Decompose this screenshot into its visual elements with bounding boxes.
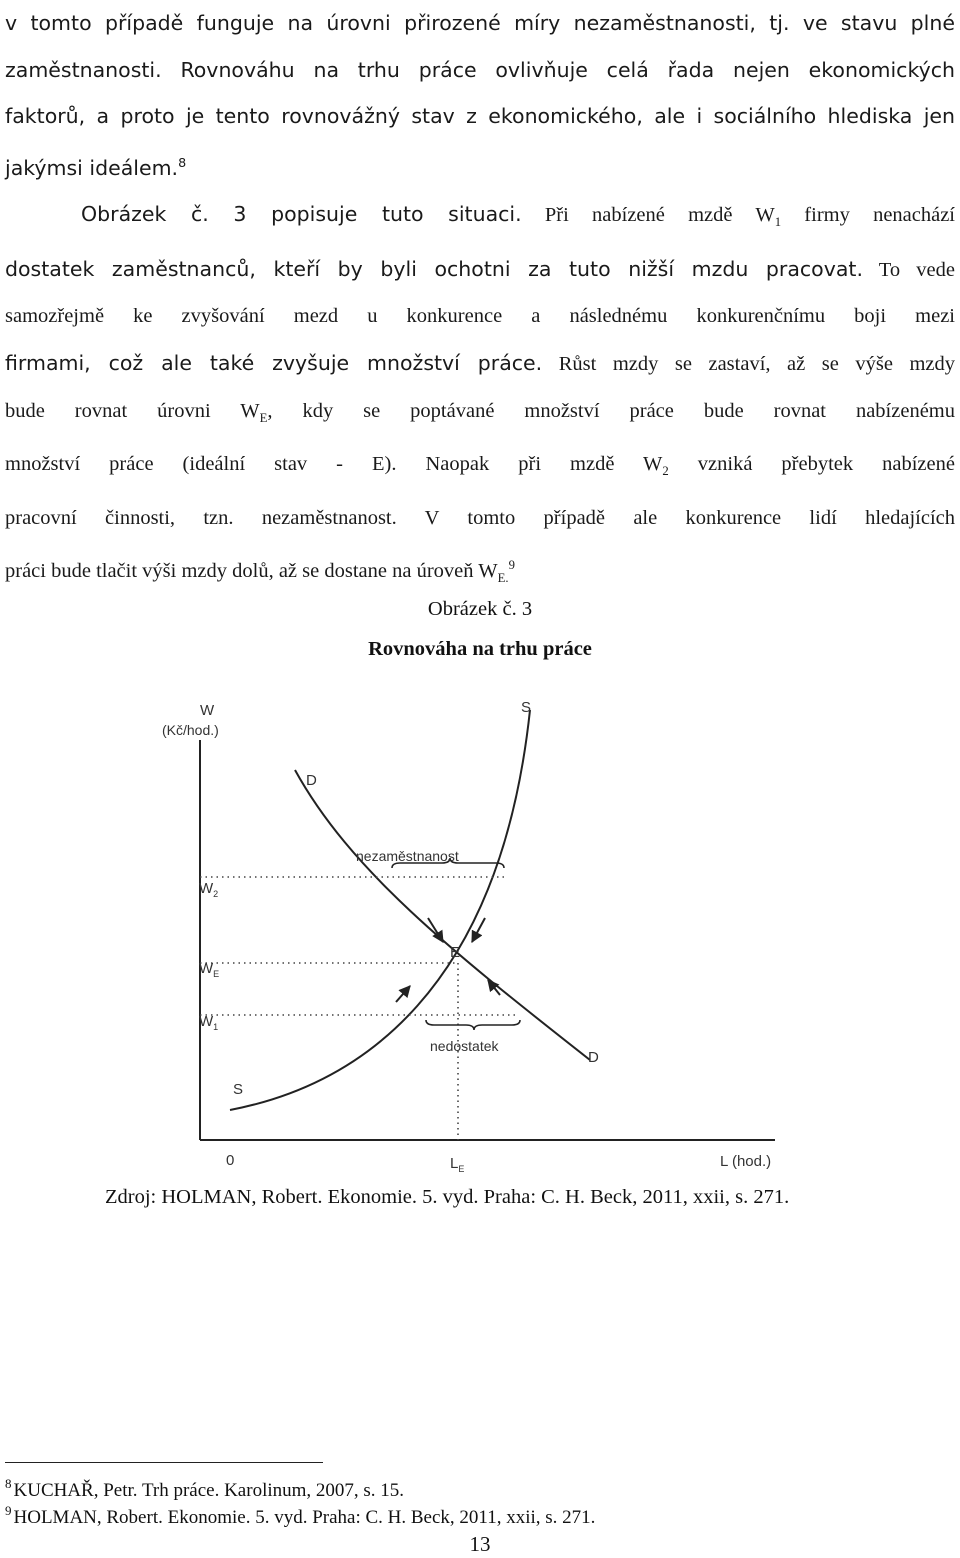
figure-source: Zdroj: HOLMAN, Robert. Ekonomie. 5. vyd. Praha: C. H. Beck, 2011, xxii, s. 271. xyxy=(105,1186,790,1208)
footnote-reference[interactable]: 8 xyxy=(178,154,187,170)
paragraph2-line: samozřejmě ke zvyšování mezd u konkurence a následnému konkurenčnímu boji mezi xyxy=(5,305,955,328)
shortage-brace xyxy=(426,1020,520,1030)
y-axis-label: W xyxy=(200,702,215,719)
demand-top-label: D xyxy=(306,772,317,789)
demand-bottom-label: D xyxy=(588,1049,599,1066)
paragraph1-line: v tomto případě funguje na úrovni přirozené míry nezaměstnanosti, tj. ve stavu plné xyxy=(5,11,955,35)
paragraph2-line: firmami, což ale také zvyšuje množství práce. Růst mzdy se zastaví, až se výše mzdy xyxy=(5,351,956,376)
surplus-label: nezaměstnanost xyxy=(356,848,459,864)
we-label: $W_E$ xyxy=(199,960,220,979)
x-axis-label: L (hod.) xyxy=(720,1153,772,1170)
page-number: 13 xyxy=(469,1532,491,1556)
equilibrium-label: E xyxy=(450,944,461,961)
shortage-label: nedostatek xyxy=(430,1038,499,1054)
paragraph2-line: pracovní činnosti, tzn. nezaměstnanost. V tomto případě ale konkurence lidí hledajících xyxy=(5,507,956,530)
paragraph2-line: dostatek zaměstnanců, kteří by byli ochotni za tuto nižší mzdu pracovat. To vede xyxy=(5,256,955,281)
origin-label: 0 xyxy=(226,1152,235,1169)
paragraph1-line: faktorů, a proto je tento rovnovážný stav z ekonomického, ale i sociálního hlediska jen xyxy=(5,104,955,129)
paragraph1-line: zaměstnanosti. Rovnováhu na trhu práce ovlivňuje celá řada nejen ekonomických xyxy=(5,57,955,82)
supply-bottom-label: S xyxy=(233,1081,244,1098)
footnote-separator xyxy=(5,1462,323,1463)
w2-label: $W_2$ xyxy=(199,880,219,899)
demand-curve xyxy=(295,770,590,1060)
paragraph2-line: práci bude tlačit výši mzdy dolů, až se dostane na úroveň $W_{E.}^9$ xyxy=(5,557,515,585)
paragraph1-line: jakýmsi ideálem.$^8$ xyxy=(5,154,187,180)
arrow-up-left xyxy=(396,986,410,1002)
paragraph2-line: Obrázek č. 3 popisuje tuto situaci. Při nabízené mzdě $W_1$ firmy nenachází xyxy=(81,202,956,230)
le-label: $L_E$ xyxy=(450,1155,465,1174)
paragraph2-line: množství práce (ideální stav - E). Naopak při mzdě $W_2$ vzniká přebytek nabízené xyxy=(5,453,955,479)
w1-label: $W_1$ xyxy=(199,1013,219,1032)
footnote-9: $^9$ HOLMAN, Robert. Ekonomie. 5. vyd. Praha: C. H. Beck, 2011, xxii, s. 271. xyxy=(5,1503,596,1528)
y-axis-unit: (Kč/hod.) xyxy=(162,722,219,738)
footnote-reference[interactable]: 9 xyxy=(508,557,515,572)
supply-top-label: S xyxy=(521,699,532,716)
paragraph2-line: bude rovnat úrovni $W_E$, kdy se poptávané množství práce bude rovnat nabízenému xyxy=(5,399,955,425)
labor-market-diagram xyxy=(160,690,780,1180)
figure-caption-title: Rovnováha na trhu práce xyxy=(368,638,592,660)
footnote-8: $^8$ KUCHAŘ, Petr. Trh práce. Karolinum, 2007, s. 15. xyxy=(5,1476,405,1501)
figure-caption-number: Obrázek č. 3 xyxy=(427,598,533,620)
body-text xyxy=(5,0,955,601)
